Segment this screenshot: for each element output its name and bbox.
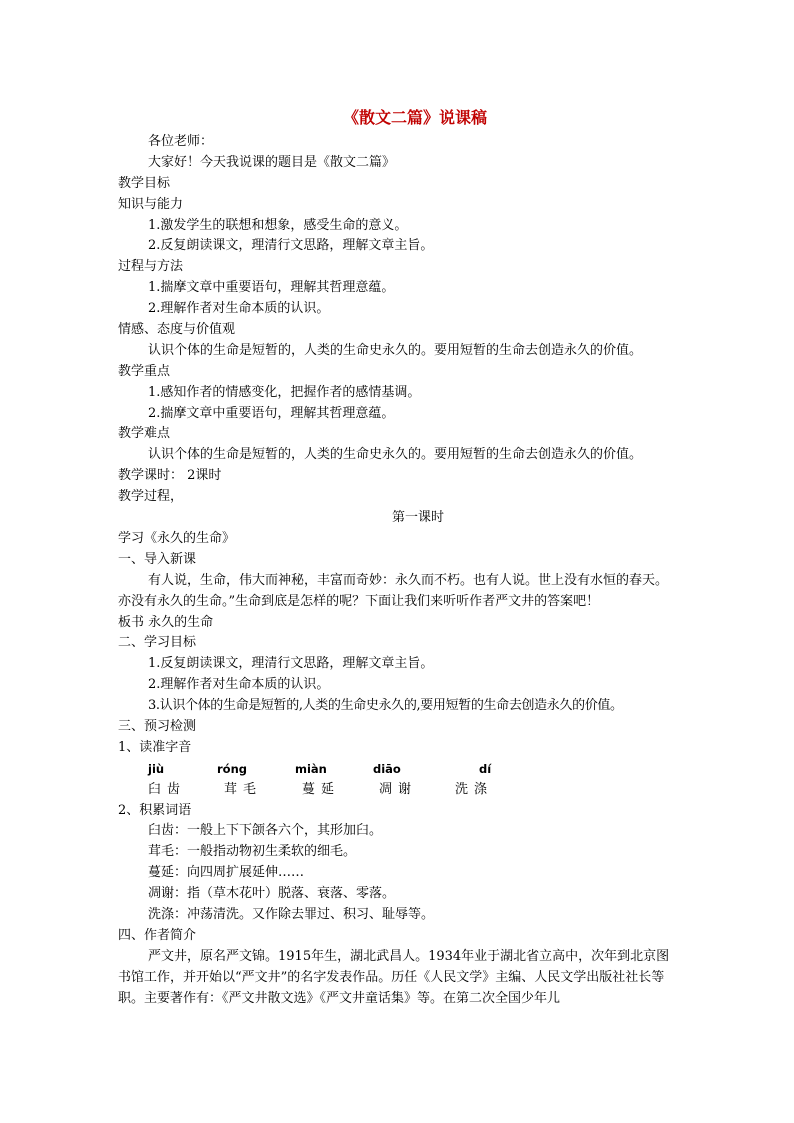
intro-text: 大家好！今天我说课的题目是《散文二篇》 (148, 154, 396, 170)
word: 茸毛 (224, 781, 263, 797)
process-item: 1.揣摩文章中重要语句，理解其哲理意蕴。 (148, 280, 395, 296)
intro-paragraph: 有人说，生命，伟大而神秘，丰富而奇妙：永久而不朽。也有人说。世上没有水恒的春天。亦没有永久的生命。”生命到底是怎样的呢？下面让我们来听听作者严文井的答案吧！ (118, 572, 669, 609)
study-title: 学习《永久的生命》 (118, 530, 236, 546)
document-page (118, 104, 678, 1009)
emotion-text: 认识个体的生命是短暂的，人类的生命史永久的。要用短暂的生命去创造永久的价值。 (148, 342, 643, 358)
section-heading: 四、作者简介 (118, 927, 197, 943)
knowledge-item: 2.反复朗读课文，理清行文思路，理解文章主旨。 (148, 238, 434, 254)
process-item: 2.理解作者对生命本质的认识。 (148, 301, 330, 317)
section-heading: 一、导入新课 (118, 551, 197, 567)
pinyin-row (118, 759, 678, 780)
key-point-item: 2.揣摩文章中重要语句，理解其哲理意蕴。 (148, 405, 395, 421)
goal-item: 1.反复朗读课文，理清行文思路，理解文章主旨。 (148, 656, 434, 672)
lesson-heading: 第一课时 (391, 510, 444, 526)
words-row (118, 780, 678, 801)
board-note: 板书 永久的生命 (118, 614, 214, 630)
goal-item: 2.理解作者对生命本质的认识。 (148, 677, 330, 693)
section-heading: 三、预习检测 (118, 718, 197, 734)
subsection-heading: 1、读准字音 (118, 739, 192, 755)
key-point-item: 1.感知作者的情感变化，把握作者的感情基调。 (148, 384, 421, 400)
vocab-item: 蔓延：向四周扩展延伸…… (148, 865, 305, 881)
page-title: 《散文二篇》说课稿 (342, 108, 487, 127)
knowledge-item: 1.激发学生的联想和想象，感受生命的意义。 (148, 217, 408, 233)
word: 凋谢 (379, 781, 418, 797)
subsection-heading: 2、积累词语 (118, 802, 192, 818)
difficulties-text: 认识个体的生命是短暂的，人类的生命史永久的。要用短暂的生命去创造永久的价值。 (148, 447, 643, 463)
vocab-item: 臼齿：一般上下下颌各六个，其形加臼。 (148, 823, 383, 839)
class-hours: 教学课时： 2课时 (118, 468, 222, 484)
word: 臼齿 (148, 781, 187, 797)
pinyin: diāo (373, 761, 401, 776)
vocab-item: 凋谢：指（草木花叶）脱落、衰落、零落。 (148, 886, 396, 902)
difficulties-heading: 教学难点 (118, 426, 171, 442)
pinyin: jiù (148, 761, 165, 776)
key-points-heading: 教学重点 (118, 363, 171, 379)
greeting: 各位老师： (148, 134, 214, 149)
pinyin: dí (479, 761, 492, 776)
process-heading: 过程与方法 (118, 259, 184, 275)
author-paragraph: 严文井，原名严文锦。1915年生，湖北武昌人。1934年业于湖北省立高中，次年到北京图书馆工作，并开始以“严文井”的名字发表作品。历任《人民文学》主编、人民文学出版社社长等职。主要著作有：《严文井散文选》《严文井童话集》等。在第二次全国少年儿 (118, 948, 670, 1006)
section-heading: 二、学习目标 (118, 635, 197, 651)
pinyin: miàn (295, 761, 327, 776)
vocab-item: 茸毛：一般指动物初生柔软的细毛。 (148, 844, 357, 860)
procedure-heading: 教学过程， (118, 489, 184, 505)
pinyin: róng (217, 761, 247, 776)
emotion-heading: 情感、态度与价值观 (118, 322, 236, 338)
word: 蔓延 (302, 781, 341, 797)
knowledge-heading: 知识与能力 (118, 196, 184, 212)
goal-item: 3.认识个体的生命是短暂的,人类的生命史永久的,要用短暂的生命去创造永久的价值。 (148, 698, 623, 714)
vocab-item: 洗涤：冲荡清洗。又作除去罪过、积习、耻辱等。 (148, 906, 435, 922)
word: 洗涤 (455, 781, 494, 797)
objectives-heading: 教学目标 (118, 175, 171, 191)
